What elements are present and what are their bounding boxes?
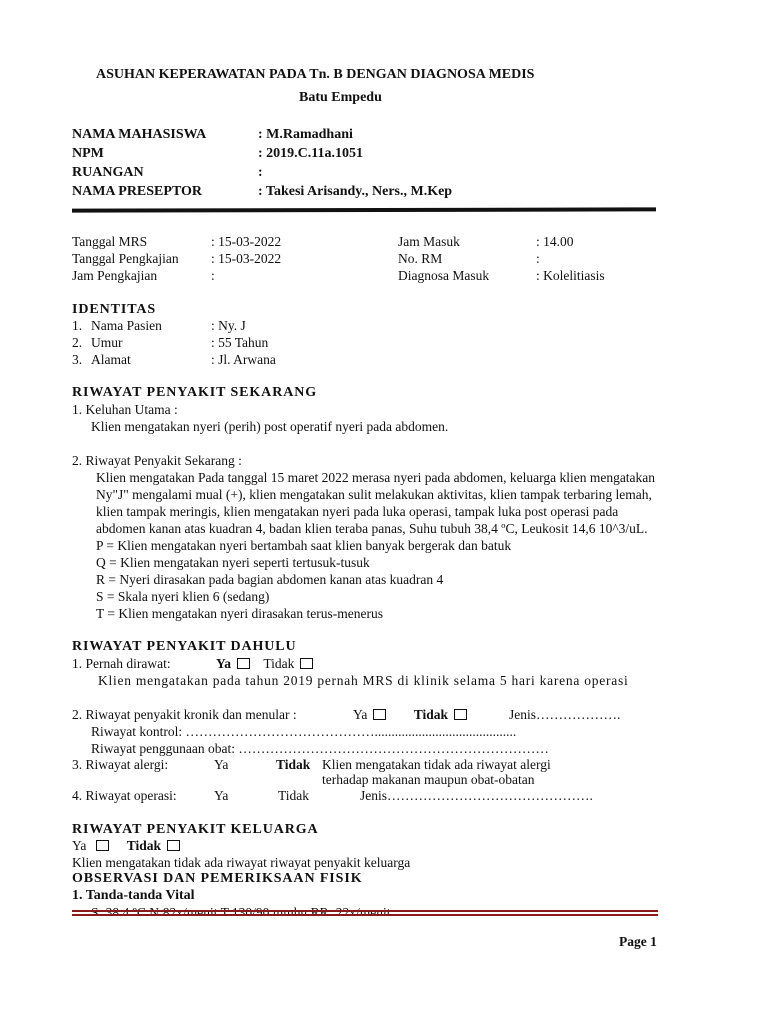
rps-line: Klien mengatakan Pada tanggal 15 maret 2022 merasa nyeri pada abdomen, keluarga klien mengatakan (96, 470, 656, 485)
student-value: : 2019.C.11a.1051 (258, 146, 363, 161)
alergi-label: 3. Riwayat alergi: (72, 757, 169, 772)
checkbox-tidak[interactable] (300, 658, 313, 669)
list-item-value: : 55 Tahun (211, 335, 269, 350)
alergi-text: terhadap makanan maupun obat-obatan (322, 772, 535, 787)
option-ya: Ya (72, 838, 87, 853)
checkbox-tidak[interactable] (167, 840, 180, 851)
list-item-label: Nama Pasien (91, 318, 162, 333)
list-number: 2. (72, 335, 83, 350)
admission-label: Diagnosa Masuk (398, 268, 490, 283)
keluarga-text: Klien mengatakan tidak ada riwayat riwayat penyakit keluarga (72, 855, 411, 870)
alergi-tidak: Tidak (276, 757, 311, 772)
list-number: 3. (72, 352, 83, 367)
operasi-tidak: Tidak (278, 788, 310, 803)
footer-divider (72, 914, 658, 916)
document-subtitle: Batu Empedu (299, 90, 382, 105)
list-item-value: : Ny. J (211, 318, 246, 333)
operasi-label: 4. Riwayat operasi: (72, 788, 177, 803)
student-label: NAMA PRESEPTOR (72, 184, 203, 199)
option-ya: Ya (216, 656, 232, 671)
student-label: NPM (72, 146, 104, 161)
document-title: ASUHAN KEPERAWATAN PADA Tn. B DENGAN DIAGNOSA MEDIS (96, 67, 535, 82)
rps-line: klien tampak meringis, klien mengatakan nyeri pada luka operasi, tampak luka post operasi pada (96, 504, 619, 519)
admission-label: No. RM (398, 251, 443, 266)
admission-value: : (211, 268, 215, 283)
kronik-options (353, 707, 471, 723)
alergi-text: Klien mengatakan tidak ada riwayat alergi (322, 757, 551, 772)
option-ya: Ya (353, 707, 368, 722)
option-tidak: Tidak (263, 656, 295, 671)
admission-value: : Kolelitiasis (536, 268, 605, 283)
operasi-jenis: Jenis………………………………………. (360, 788, 593, 803)
page-number: Page 1 (619, 934, 657, 949)
pernah-dirawat-options (216, 656, 317, 672)
observasi-heading: OBSERVASI DAN PEMERIKSAAN FISIK (72, 871, 363, 886)
admission-value: : (536, 251, 540, 266)
pqrst-line: P = Klien mengatakan nyeri bertambah saat klien banyak bergerak dan batuk (96, 538, 512, 553)
rps-heading: RIWAYAT PENYAKIT SEKARANG (72, 385, 318, 400)
keluarga-options (72, 838, 184, 854)
student-value: : Takesi Arisandy., Ners., M.Kep (258, 184, 453, 199)
admission-value: : 15-03-2022 (211, 234, 282, 249)
admission-label: Jam Pengkajian (72, 268, 158, 283)
keluhan-utama-label: 1. Keluhan Utama : (72, 402, 178, 417)
pqrst-line: S = Skala nyeri klien 6 (sedang) (96, 589, 270, 604)
option-tidak: Tidak (413, 707, 449, 722)
checkbox-ya[interactable] (373, 709, 386, 720)
header-divider (72, 207, 656, 212)
pqrst-line: Q = Klien mengatakan nyeri seperti tertusuk-tusuk (96, 555, 370, 570)
list-number: 1. (72, 318, 83, 333)
keluarga-heading: RIWAYAT PENYAKIT KELUARGA (72, 822, 319, 837)
keluhan-utama-text: Klien mengatakan nyeri (perih) post operatif nyeri pada abdomen. (91, 419, 449, 434)
rpd-heading: RIWAYAT PENYAKIT DAHULU (72, 639, 297, 654)
student-value: : M.Ramadhani (258, 127, 353, 142)
checkbox-tidak[interactable] (454, 709, 467, 720)
pqrst-line: T = Klien mengatakan nyeri dirasakan terus-menerus (96, 606, 384, 621)
riwayat-obat: Riwayat penggunaan obat: …………………………………………………………… (91, 741, 549, 756)
student-label: NAMA MAHASISWA (72, 127, 207, 142)
list-item-value: : Jl. Arwana (211, 352, 276, 367)
pqrst-line: R = Nyeri dirasakan pada bagian abdomen kanan atas kuadran 4 (96, 572, 444, 587)
pernah-dirawat-label: 1. Pernah dirawat: (72, 656, 171, 671)
footer-divider (72, 910, 658, 912)
riwayat-kontrol: Riwayat kontrol: …………………………………….......................................... (91, 724, 517, 739)
admission-value: : 14.00 (536, 234, 574, 249)
tanda-vital-heading: 1. Tanda-tanda Vital (72, 888, 195, 903)
rps-label: 2. Riwayat Penyakit Sekarang : (72, 453, 242, 468)
kronik-label: 2. Riwayat penyakit kronik dan menular : (72, 707, 297, 722)
pernah-dirawat-text: Klien mengatakan pada tahun 2019 pernah MRS di klinik selama 5 hari karena operasi (98, 673, 629, 688)
kronik-jenis: Jenis………………. (509, 707, 621, 722)
identitas-heading: IDENTITAS (72, 302, 157, 317)
admission-value: : 15-03-2022 (211, 251, 282, 266)
list-item-label: Umur (91, 335, 123, 350)
operasi-ya: Ya (214, 788, 229, 803)
admission-label: Tanggal Pengkajian (72, 251, 179, 266)
student-label: RUANGAN (72, 165, 144, 180)
checkbox-ya[interactable] (237, 658, 250, 669)
option-tidak: Tidak (126, 838, 162, 853)
rps-line: Ny"J" mengalami mual (+), klien mengatakan sulit melakukan aktivitas, klien tampak terbaring lemah, (96, 487, 652, 502)
list-item-label: Alamat (91, 352, 131, 367)
admission-label: Jam Masuk (398, 234, 460, 249)
student-value: : (258, 165, 263, 180)
rps-line: abdomen kanan atas kuadran 4, badan klien teraba panas, Suhu tubuh 38,4 ºC, Leukosit 14,6 10^3/uL. (96, 521, 648, 536)
alergi-ya: Ya (214, 757, 229, 772)
checkbox-ya[interactable] (96, 840, 109, 851)
admission-label: Tanggal MRS (72, 234, 148, 249)
